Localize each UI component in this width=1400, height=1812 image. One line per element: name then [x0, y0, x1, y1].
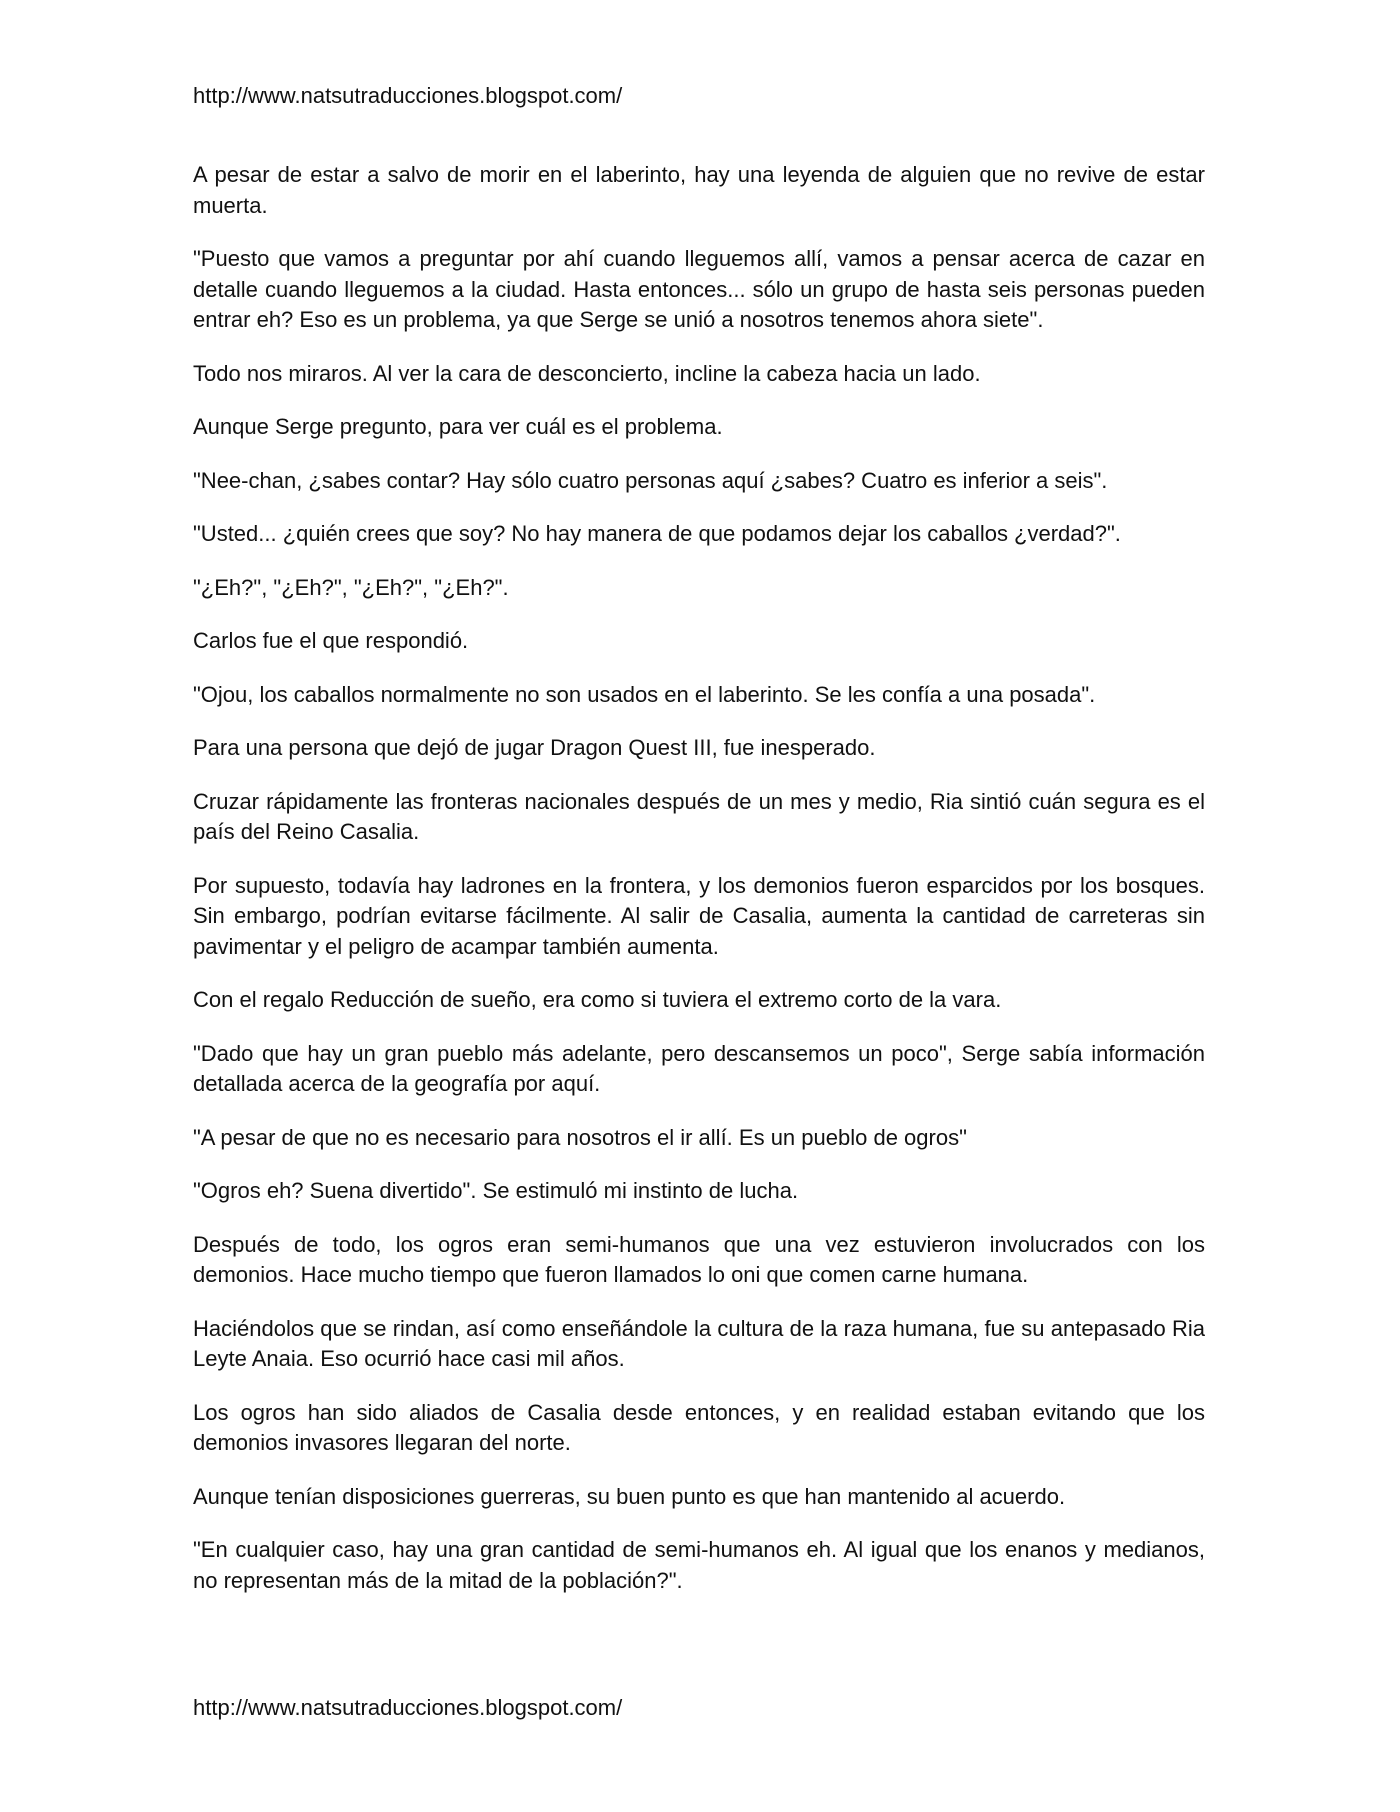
paragraph-13: Con el regalo Reducción de sueño, era como si tuviera el extremo corto de la vara.	[193, 987, 1002, 1012]
paragraph-11: Cruzar rápidamente las fronteras nacionales después de un mes y medio, Ria sintió cuán segura es el país del Reino Casalia.	[193, 788, 1205, 844]
paragraph-3: Todo nos miraros. Al ver la cara de desconcierto, incline la cabeza hacia un lado.	[193, 360, 981, 386]
body-text	[193, 160, 1205, 1619]
paragraph-12: Por supuesto, todavía hay ladrones en la frontera, y los demonios fueron esparcidos por los bosques. Sin embargo, podrían evitarse fácilmente. Al salir de Casalia, aumenta la cantidad de carreteras sin pavimentar y el peligro de acampar también aumenta.	[193, 872, 1205, 959]
paragraph-15: "A pesar de que no es necesario para nosotros el ir allí. Es un pueblo de ogros"	[193, 1124, 967, 1150]
paragraph-5: "Nee-chan, ¿sabes contar? Hay sólo cuatro personas aquí ¿sabes? Cuatro es inferior a seis".	[193, 467, 1108, 493]
footer-url: http://www.natsutraducciones.blogspot.com/	[193, 1695, 623, 1720]
paragraph-1: A pesar de estar a salvo de morir en el laberinto, hay una leyenda de alguien que no revive de estar muerta.	[193, 162, 1205, 218]
paragraph-17: Después de todo, los ogros eran semi-humanos que una vez estuvieron involucrados con los demonios. Hace mucho tiempo que fueron llamados lo oni que comen carne humana.	[193, 1231, 1205, 1287]
paragraph-14: "Dado que hay un gran pueblo más adelante, pero descansemos un poco", Serge sabía información detallada acerca de la geografía por aquí.	[193, 1040, 1205, 1096]
paragraph-2: "Puesto que vamos a preguntar por ahí cuando lleguemos allí, vamos a pensar acerca de cazar en detalle cuando lleguemos a la ciudad. Hasta entonces... sólo un grupo de hasta seis personas pueden entrar eh? Eso es un problema, ya que Serge se unió a nosotros tenemos ahora siete".	[193, 246, 1205, 332]
paragraph-6: "Usted... ¿quién crees que soy? No hay manera de que podamos dejar los caballos ¿verdad?".	[193, 521, 1121, 546]
header-url: http://www.natsutraducciones.blogspot.com/	[193, 83, 623, 108]
paragraph-10: Para una persona que dejó de jugar Dragon Quest III, fue inesperado.	[193, 735, 876, 760]
paragraph-4: Aunque Serge pregunto, para ver cuál es el problema.	[193, 414, 723, 439]
paragraph-18: Haciéndolos que se rindan, así como enseñándole la cultura de la raza humana, fue su antepasado Ria Leyte Anaia. Eso ocurrió hace casi mil años.	[193, 1315, 1205, 1371]
paragraph-16: "Ogros eh? Suena divertido". Se estimuló mi instinto de lucha.	[193, 1178, 799, 1203]
paragraph-20: Aunque tenían disposiciones guerreras, su buen punto es que han mantenido al acuerdo.	[193, 1483, 1066, 1509]
paragraph-7: "¿Eh?", "¿Eh?", "¿Eh?", "¿Eh?".	[193, 574, 509, 600]
paragraph-9: "Ojou, los caballos normalmente no son usados en el laberinto. Se les confía a una posada".	[193, 681, 1096, 707]
paragraph-21: "En cualquier caso, hay una gran cantidad de semi-humanos eh. Al igual que los enanos y medianos, no representan más de la mitad de la población?".	[193, 1537, 1205, 1593]
paragraph-19: Los ogros han sido aliados de Casalia desde entonces, y en realidad estaban evitando que los demonios invasores llegaran del norte.	[193, 1399, 1205, 1455]
paragraph-8: Carlos fue el que respondió.	[193, 628, 469, 653]
